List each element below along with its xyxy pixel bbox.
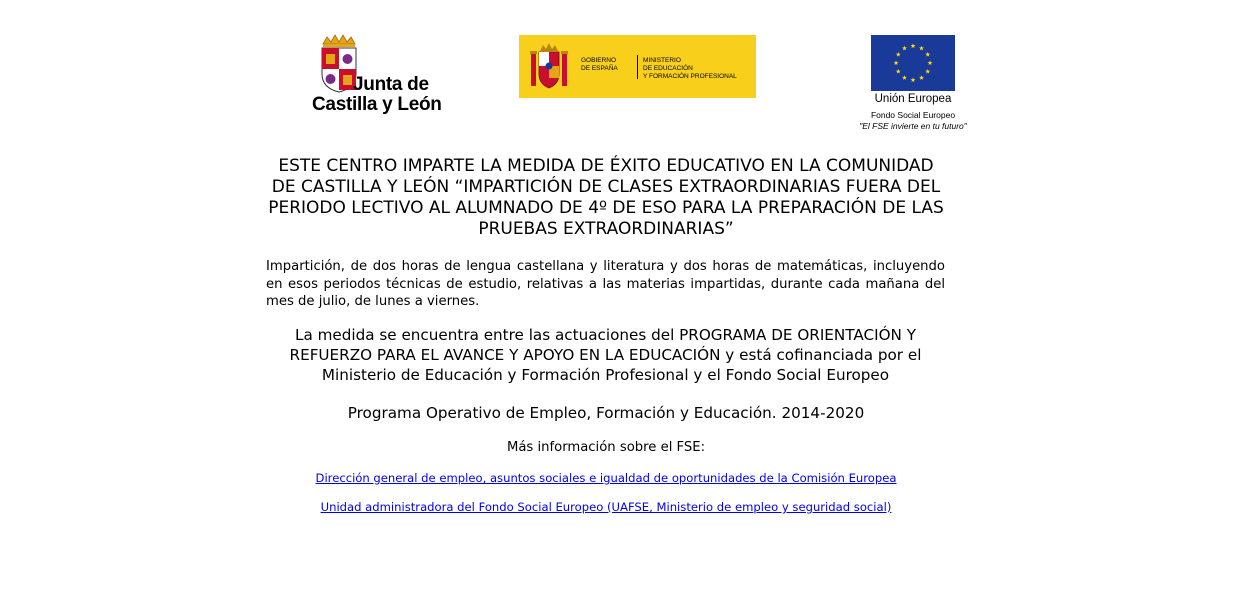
page-title: ESTE CENTRO IMPARTE LA MEDIDA DE ÉXITO EDUCATIVO EN LA COMUNIDAD DE CASTILLA Y LEÓN “IMPARTICIÓN DE CLASES EXTRAORDINARIAS FUERA DEL PERIODO LECTIVO AL ALUMNADO DE 4º DE ESO PARA LA PREPARACIÓN DE LAS PRUEBAS EXTRAORDINARIAS” [268,156,944,239]
more-info-heading: Más información sobre el FSE: [506,440,706,455]
eu-name: Unión Europea [874,93,952,105]
gobierno-label: GOBIERNO DE ESPAÑA [581,57,618,72]
eu-flag-icon [871,35,955,91]
measure-description: Impartición, de dos horas de lengua castellana y literatura y dos horas de matemáticas, incluyendo en esos periodos técnicas de estudio, relativas a las materias impartidas, durante cada mañana del mes de julio, de lunes a viernes. [266,259,945,309]
link-european-commission[interactable]: Dirección general de empleo, asuntos sociales e igualdad de oportunidades de la Comisión Europea [315,471,897,485]
eu-fund-name: Fondo Social Europeo [870,110,956,120]
jcyl-logo [311,34,446,118]
operative-program: Programa Operativo de Empleo, Formación y Educación. 2014-2020 [347,404,865,422]
eu-logo [848,34,978,134]
program-description: La medida se encuentra entre las actuaciones del PROGRAMA DE ORIENTACIÓN Y REFUERZO PARA EL AVANCE Y APOYO EN LA EDUCACIÓN y está cofinanciada por el Ministerio de Educación y Formación Profesional y el Fondo Social Europeo [289,326,922,384]
eu-motto: "El FSE invierte en tu futuro" [859,121,967,131]
jcyl-name-line1: Junta de [353,74,429,95]
gobierno-logo [519,35,756,98]
spain-coat-of-arms-icon [529,42,569,92]
jcyl-name-line2: Castilla y León [312,94,442,115]
link-uafse[interactable]: Unidad administradora del Fondo Social Europeo (UAFSE, Ministerio de empleo y seguridad social) [320,500,892,514]
ministerio-label: MINISTERIO DE EDUCACIÓN Y FORMACIÓN PROFESIONAL [643,57,737,80]
gobierno-divider [637,55,638,79]
